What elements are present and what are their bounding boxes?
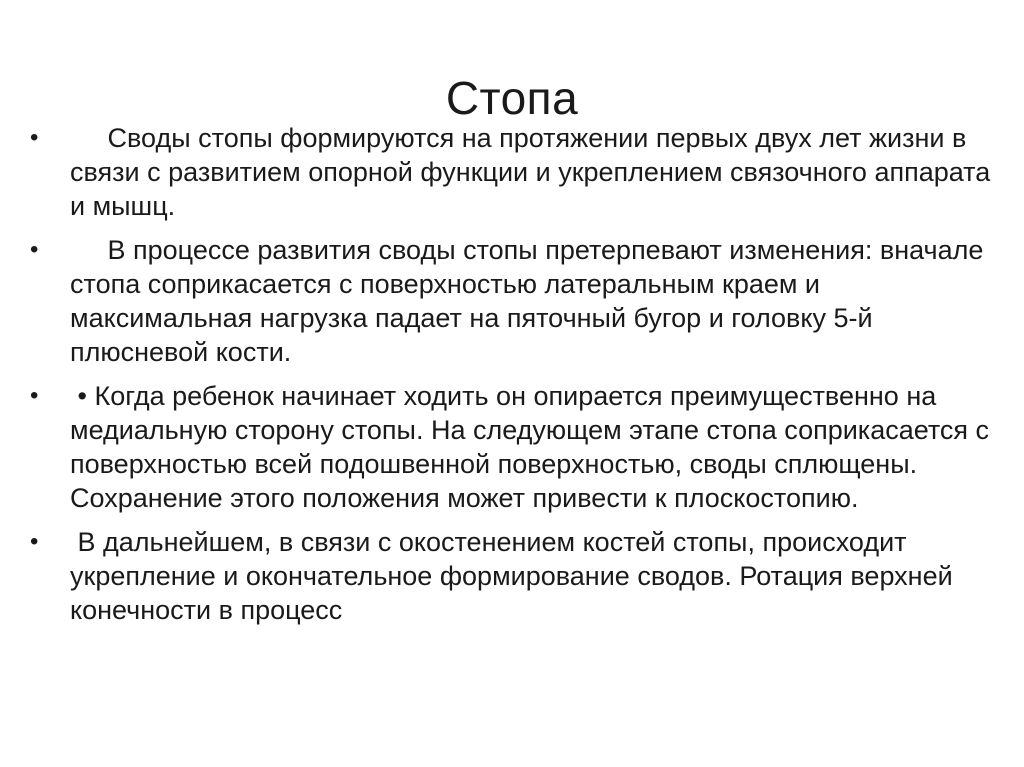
slide-title: Стопа bbox=[445, 71, 579, 124]
bullet-text: В процессе развития своды стопы претерпевают изменения: вначале стопа соприкасается с поверхностью латеральным краем и максимальная нагрузка падает на пяточный бугор и головку 5-й плюсневой кости. bbox=[70, 235, 991, 367]
bullet-list bbox=[30, 121, 998, 637]
bullet-item bbox=[30, 233, 992, 369]
bullet-item bbox=[30, 121, 998, 223]
bullet-text: • Когда ребенок начинает ходить он опирается преимущественно на медиальную сторону стопы. На следующем этапе стопа соприкасается с поверхностью всей подошвенной поверхностью, своды сплющены. Сохранение этого положения может привести к плоскостопию. bbox=[70, 381, 997, 513]
bullet-icon: • bbox=[30, 124, 39, 151]
bullet-text: В дальнейшем, в связи с окостенением костей стопы, происходит укрепление и окончательное формирование сводов. Ротация верхней конечности в процесс bbox=[70, 527, 961, 625]
bullet-item bbox=[30, 525, 992, 627]
bullet-icon: • bbox=[30, 382, 39, 409]
bullet-icon: • bbox=[30, 236, 39, 263]
bullet-icon: • bbox=[30, 528, 39, 555]
bullet-text: Своды стопы формируются на протяжении первых двух лет жизни в связи с развитием опорной функции и укреплением связочного аппарата и мышц. bbox=[70, 123, 998, 221]
bullet-item bbox=[30, 379, 997, 515]
